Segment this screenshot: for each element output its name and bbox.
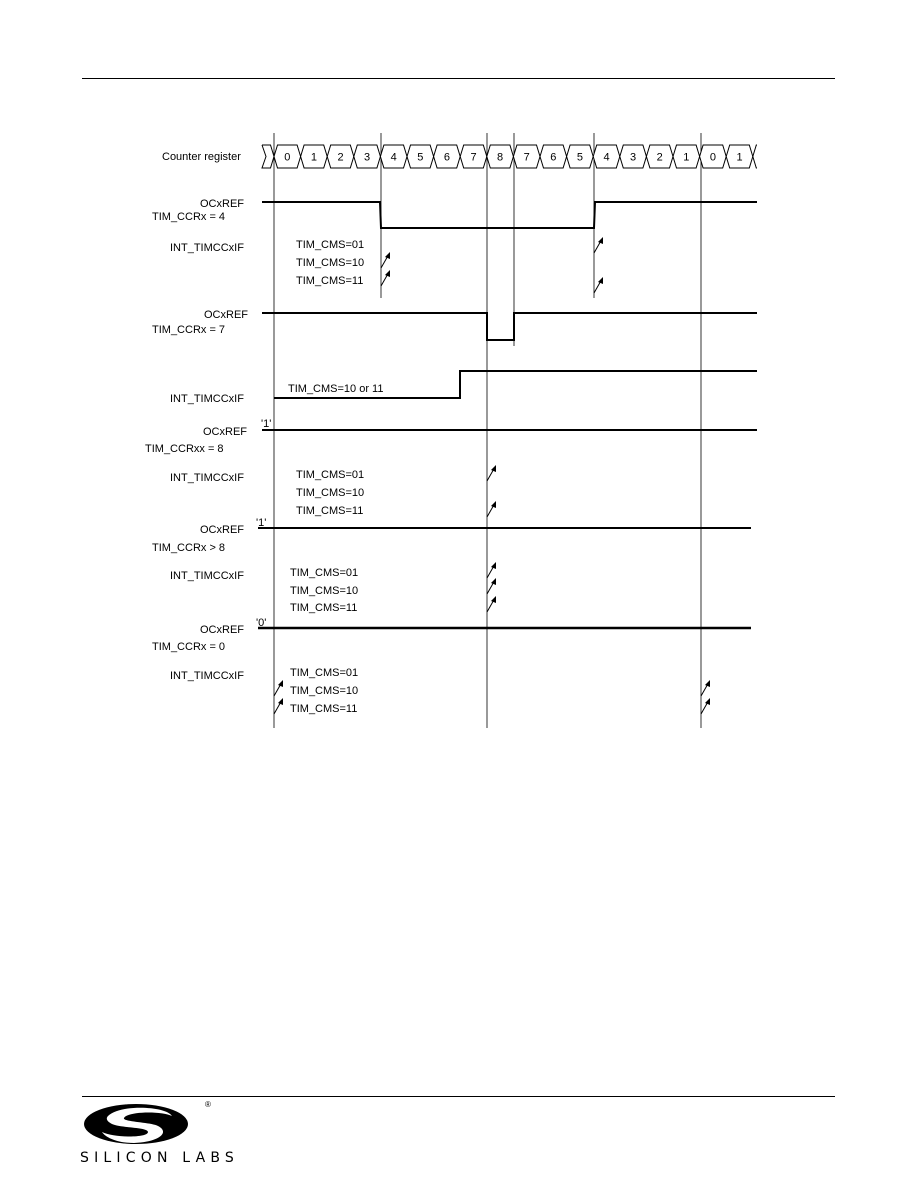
counter-cell-tail: [753, 145, 757, 157]
int-label-6: INT_TIMCCxIF: [170, 472, 244, 484]
cms-label-8c: TIM_CMS=11: [290, 602, 358, 614]
cms-label-2c: TIM_CMS=11: [296, 275, 364, 287]
int-label-4: INT_TIMCCxIF: [170, 393, 244, 405]
oc-label-5: OCxREF: [203, 426, 247, 438]
counter-value: 1: [736, 151, 743, 164]
counter-value: 4: [390, 151, 397, 164]
interrupt-arrow-icon: [274, 698, 283, 714]
int-label-8: INT_TIMCCxIF: [170, 570, 244, 582]
interrupt-arrow-icon: [487, 578, 496, 594]
counter-value: 0: [709, 151, 716, 164]
counter-register: [262, 145, 757, 168]
footer-rule: [82, 1096, 835, 1097]
counter-value: 8: [497, 151, 504, 164]
ccr-label-3: TIM_CCRx = 7: [152, 324, 226, 336]
interrupt-arrow-icon: [594, 277, 603, 293]
counter-value: 2: [337, 151, 344, 164]
logo-wordmark: SILICON LABS: [80, 1150, 240, 1166]
counter-label: Counter register: [162, 151, 241, 163]
interrupt-arrow-icon: [594, 237, 603, 253]
cms-label-6b: TIM_CMS=10: [296, 487, 365, 499]
counter-value: 7: [470, 151, 477, 164]
cms-label-6a: TIM_CMS=01: [296, 469, 365, 481]
interrupt-arrow-icon: [381, 252, 390, 268]
int-label-2: INT_TIMCCxIF: [170, 242, 244, 254]
counter-value: 1: [310, 151, 317, 164]
interrupt-arrow-icon: [381, 270, 390, 286]
interrupt-arrow-icon: [487, 562, 496, 578]
interrupt-arrow-icon: [487, 596, 496, 612]
cms-label-10a: TIM_CMS=01: [290, 667, 359, 679]
oc-label-3: OCxREF: [204, 309, 248, 321]
cms-label-6c: TIM_CMS=11: [296, 505, 364, 517]
registered-mark: ®: [205, 1100, 211, 1109]
interrupt-arrow-icon: [274, 680, 283, 696]
cms-label-2a: TIM_CMS=01: [296, 239, 365, 251]
counter-value: 0: [284, 151, 291, 164]
ccr-label-1: TIM_CCRx = 4: [152, 211, 226, 223]
counter-cell-tail: [753, 157, 757, 169]
cms-label-8a: TIM_CMS=01: [290, 567, 359, 579]
ocxref-waveform-3: [262, 313, 757, 340]
oc-label-1: OCxREF: [200, 198, 244, 210]
cms-label-10b: TIM_CMS=10: [290, 685, 359, 697]
counter-value: 5: [417, 151, 424, 164]
ccr-label-7: TIM_CCRx > 8: [152, 542, 226, 554]
cms-label-2b: TIM_CMS=10: [296, 257, 365, 269]
interrupt-arrow-icon: [701, 680, 710, 696]
counter-value: 3: [630, 151, 637, 164]
counter-value: 3: [364, 151, 371, 164]
oc-label-9: OCxREF: [200, 624, 244, 636]
cms-label-10c: TIM_CMS=11: [290, 703, 358, 715]
counter-value: 4: [603, 151, 610, 164]
ccr-label-9: TIM_CCRx = 0: [152, 641, 226, 653]
counter-value: 5: [576, 151, 583, 164]
interrupt-arrow-icon: [487, 465, 496, 481]
interrupt-arrow-icon: [701, 698, 710, 714]
counter-value: 6: [443, 151, 450, 164]
cms-note-4: TIM_CMS=10 or 11: [288, 383, 384, 395]
level-label-5: '1': [261, 418, 272, 430]
cms-label-8b: TIM_CMS=10: [290, 585, 359, 597]
ocxref-waveform-1: [262, 202, 757, 228]
interrupt-arrow-icon: [487, 501, 496, 517]
level-label-7: '1': [256, 517, 267, 529]
counter-value: 6: [550, 151, 557, 164]
ccr-label-5: TIM_CCRxx = 8: [145, 443, 224, 455]
int-label-10: INT_TIMCCxIF: [170, 670, 244, 682]
counter-value: 1: [683, 151, 690, 164]
level-label-9: '0': [256, 617, 267, 629]
counter-value: 2: [656, 151, 663, 164]
counter-value: 7: [523, 151, 530, 164]
oc-label-7: OCxREF: [200, 524, 244, 536]
counter-cell-lead: [262, 145, 274, 168]
